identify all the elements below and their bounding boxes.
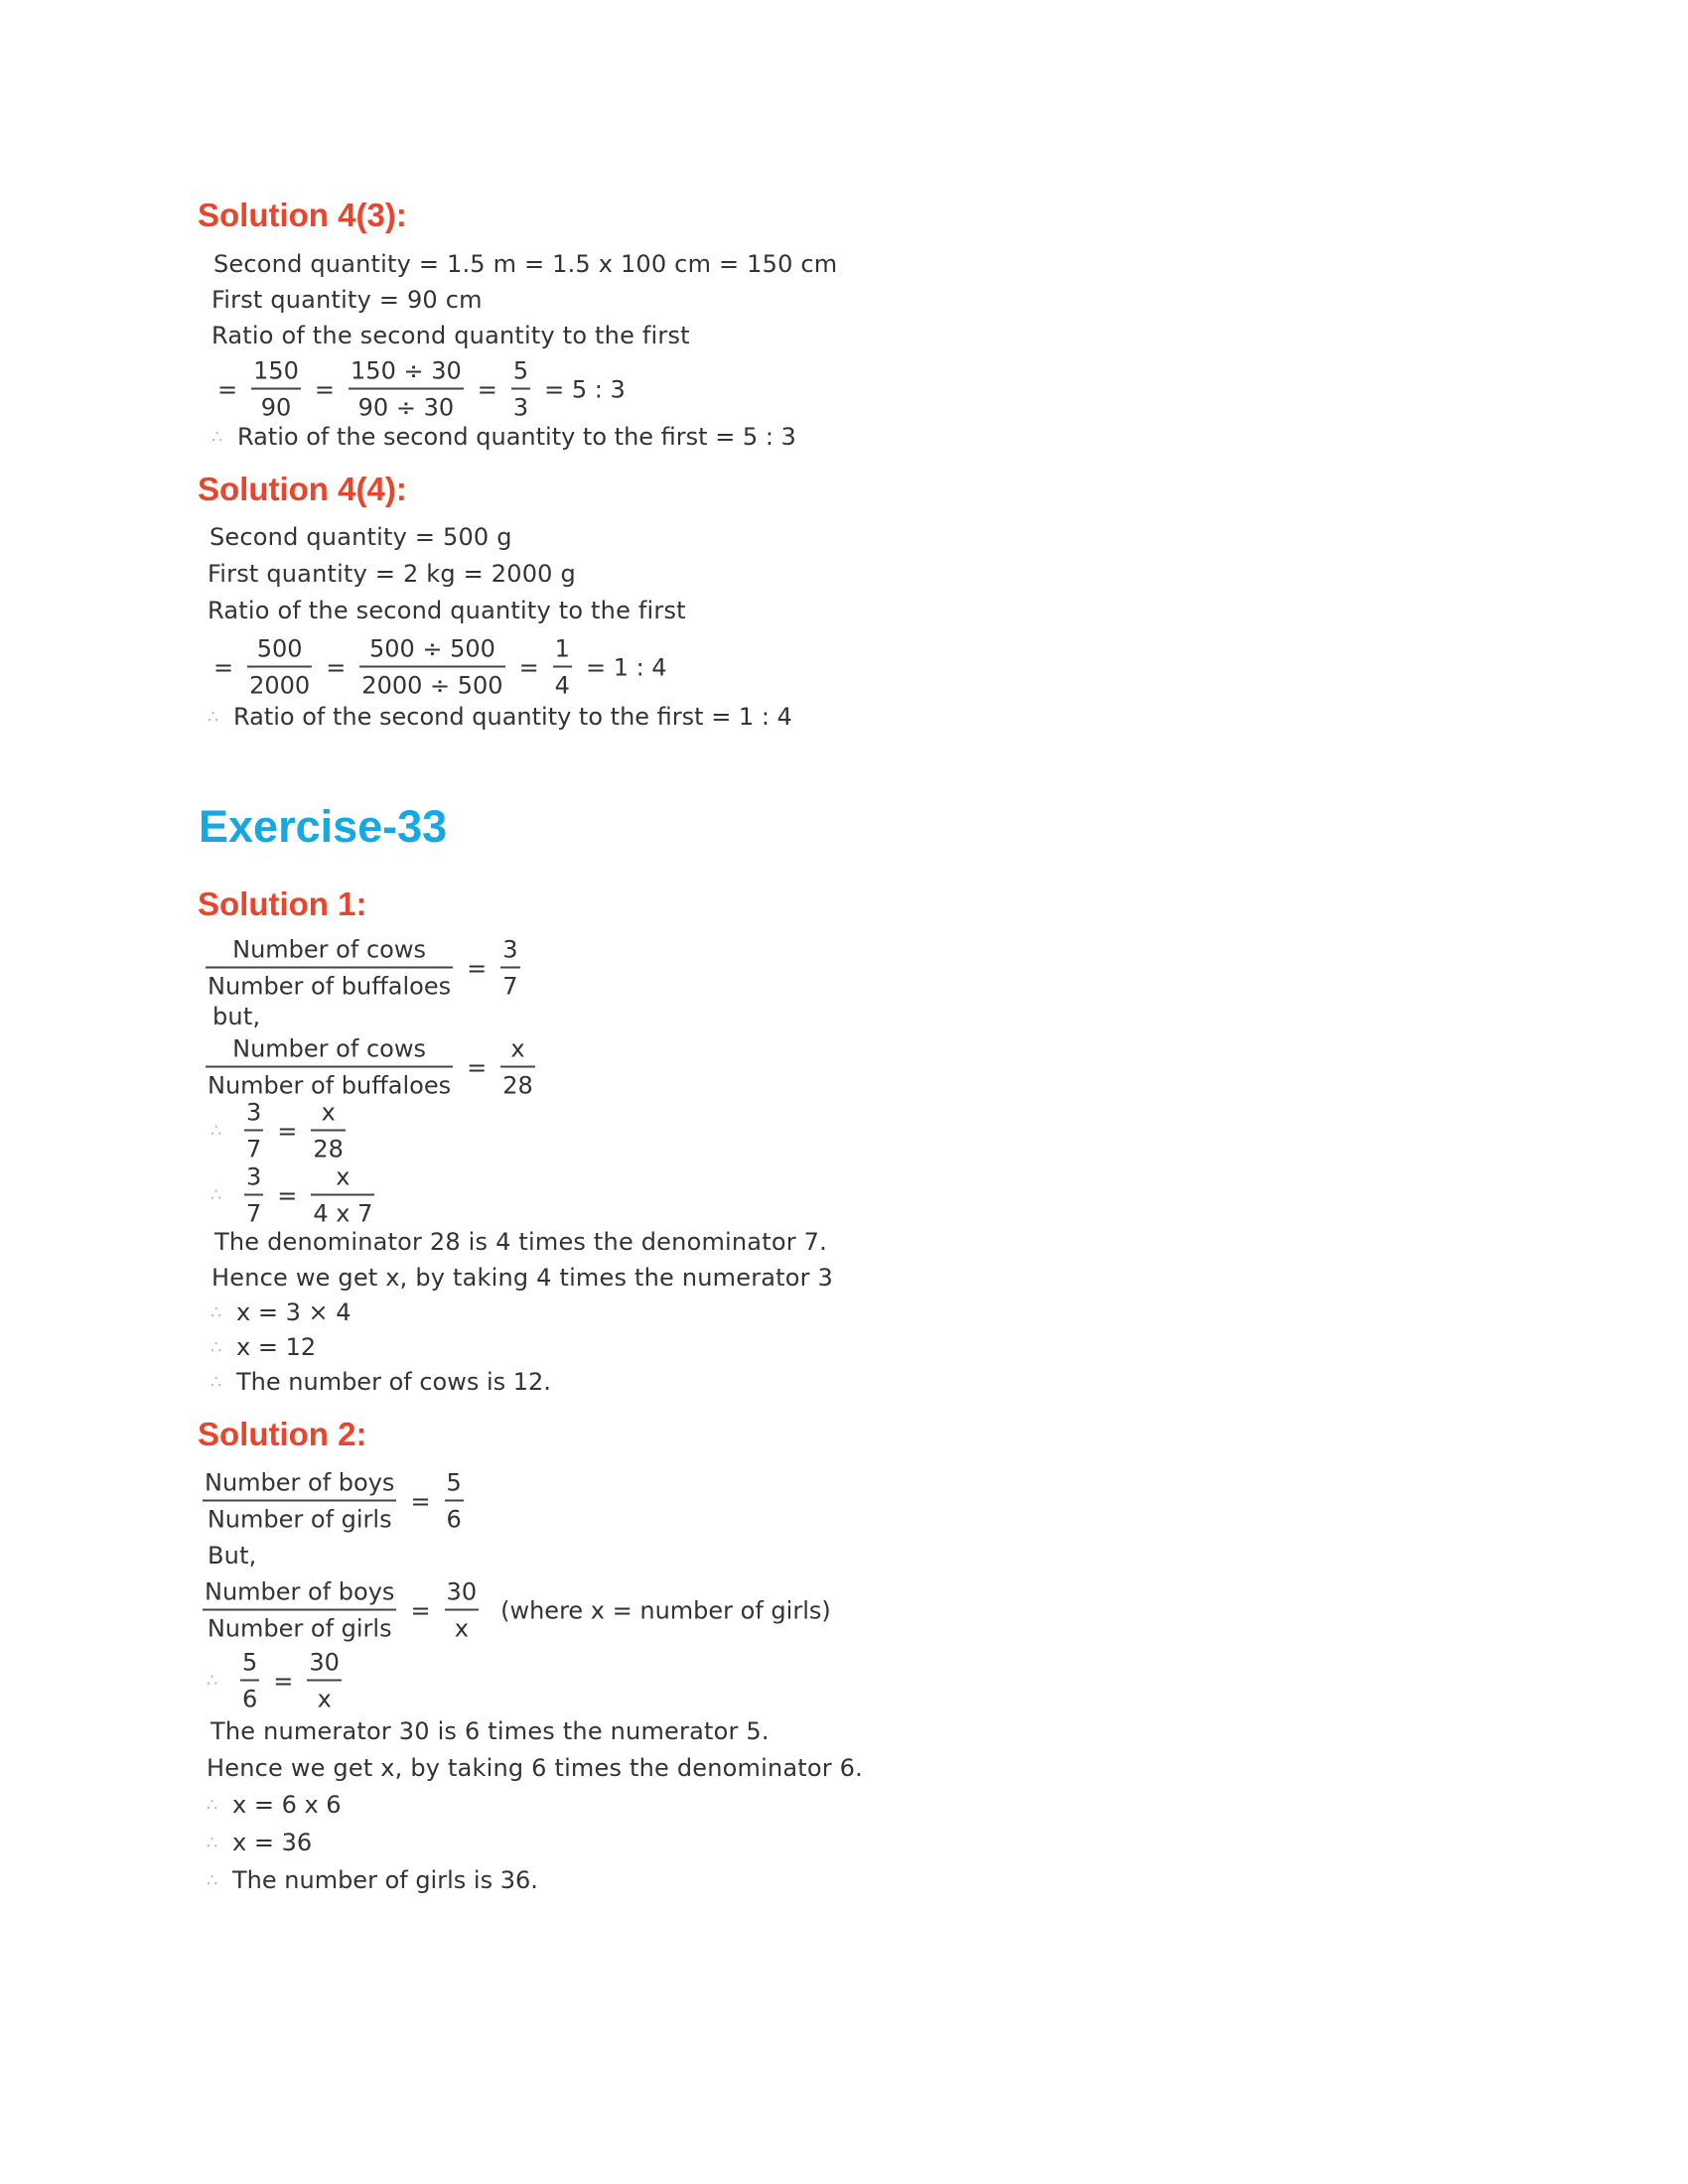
solution-1-heading: Solution 1: [198, 886, 367, 922]
sol1-equation-1 [206, 935, 528, 1002]
sol2-equation-3 [207, 1648, 350, 1714]
step-text: x = 6 x 6 [232, 1791, 342, 1819]
sol43-conclusion [211, 423, 796, 451]
numerator: 1 [554, 634, 570, 663]
numerator: 150 [253, 356, 299, 385]
numerator: Number of boys [205, 1468, 395, 1497]
denominator: 2000 [247, 666, 312, 701]
fraction [500, 1034, 535, 1101]
sol1-step-1 [211, 1298, 351, 1326]
denominator: Number of buffaloes [206, 1066, 453, 1101]
fraction [311, 1098, 346, 1164]
conclusion-text: Ratio of the second quantity to the first = 1 : 4 [233, 703, 792, 731]
sol1-equation-4 [211, 1162, 382, 1229]
therefore-icon: ∴ [207, 1794, 218, 1816]
sol1-step-2 [211, 1333, 316, 1361]
sol1-but: but, [212, 1003, 261, 1030]
numerator: 30 [446, 1577, 478, 1606]
sol2-step-1 [207, 1791, 342, 1819]
numerator: 3 [246, 1098, 262, 1127]
sol1-equation-3 [211, 1098, 353, 1164]
numerator: 5 [242, 1648, 258, 1677]
numerator: 5 [512, 356, 529, 385]
sol2-explanation-2: Hence we get x, by taking 6 times the denominator 6. [207, 1754, 863, 1782]
sol2-equation-1 [203, 1468, 472, 1535]
sol2-equation-2 [203, 1577, 831, 1644]
fraction [311, 1162, 374, 1229]
numerator: 150 ÷ 30 [351, 356, 462, 385]
equals-sign: = [410, 1487, 431, 1515]
fraction [244, 1162, 263, 1229]
numerator: 5 [446, 1468, 462, 1497]
numerator: Number of cows [232, 935, 426, 964]
denominator: x [445, 1609, 480, 1644]
exercise-heading: Exercise-33 [199, 801, 448, 852]
step-text: x = 12 [236, 1333, 317, 1361]
fraction [511, 356, 530, 423]
equals-sign: = [273, 1667, 294, 1695]
fraction [553, 634, 572, 701]
equals-sign: = [277, 1117, 298, 1145]
sol44-second-quantity: Second quantity = 500 g [210, 523, 512, 551]
equals-sign: = [467, 954, 488, 982]
sol2-conclusion [207, 1866, 538, 1894]
denominator: 7 [244, 1194, 263, 1229]
therefore-icon: ∴ [211, 1120, 222, 1142]
denominator: 28 [311, 1130, 346, 1164]
sol2-explanation-1: The numerator 30 is 6 times the numerator 5. [211, 1717, 770, 1745]
where-note: (where x = number of girls) [500, 1596, 831, 1624]
numerator: 500 [256, 634, 303, 663]
numerator: Number of boys [205, 1577, 395, 1606]
sol44-first-quantity: First quantity = 2 kg = 2000 g [208, 560, 576, 588]
denominator: 90 ÷ 30 [349, 388, 464, 423]
denominator: 3 [511, 388, 530, 423]
equals-sign: = [477, 375, 497, 403]
ratio-result: = 1 : 4 [585, 653, 667, 681]
sol43-ratio-label: Ratio of the second quantity to the first [211, 322, 690, 349]
sol44-ratio-label: Ratio of the second quantity to the first [208, 597, 686, 624]
denominator: Number of buffaloes [206, 967, 453, 1002]
solution-4-4-heading: Solution 4(4): [198, 471, 407, 507]
ratio-result: = 5 : 3 [544, 375, 626, 403]
denominator: 90 [251, 388, 301, 423]
numerator: x [321, 1098, 336, 1127]
sol43-ratio-equation [211, 356, 632, 423]
step-text: x = 3 × 4 [236, 1298, 352, 1326]
numerator: 30 [309, 1648, 340, 1677]
fraction [251, 356, 301, 423]
equals-sign: = [467, 1053, 488, 1081]
fraction [240, 1648, 259, 1714]
denominator: 6 [240, 1680, 259, 1714]
numerator: x [510, 1034, 525, 1063]
sol2-step-2 [207, 1829, 312, 1856]
fraction [359, 634, 504, 701]
solution-4-3-heading: Solution 4(3): [198, 197, 407, 233]
denominator: 6 [445, 1500, 464, 1535]
equals-sign: = [217, 375, 238, 403]
sol43-first-quantity: First quantity = 90 cm [211, 286, 483, 314]
therefore-icon: ∴ [207, 1869, 218, 1891]
sol44-conclusion [208, 703, 792, 731]
denominator: 7 [500, 967, 519, 1002]
equals-sign: = [518, 653, 539, 681]
numerator: Number of cows [232, 1034, 426, 1063]
numerator: x [336, 1162, 351, 1191]
fraction [445, 1468, 464, 1535]
conclusion-text: The number of cows is 12. [236, 1368, 551, 1396]
fraction [206, 935, 453, 1002]
sol1-conclusion [211, 1368, 551, 1396]
equals-sign: = [314, 375, 336, 403]
therefore-icon: ∴ [211, 1371, 222, 1393]
equals-sign: = [326, 653, 347, 681]
solution-2-heading: Solution 2: [198, 1416, 367, 1452]
fraction [445, 1577, 480, 1644]
therefore-icon: ∴ [211, 1184, 222, 1206]
sol1-equation-2 [206, 1034, 543, 1101]
fraction [247, 634, 312, 701]
therefore-icon: ∴ [207, 1832, 218, 1853]
numerator: 500 ÷ 500 [368, 634, 495, 663]
therefore-icon: ∴ [211, 1301, 222, 1323]
equals-sign: = [277, 1181, 298, 1209]
denominator: Number of girls [203, 1500, 396, 1535]
fraction [206, 1034, 453, 1101]
therefore-icon: ∴ [211, 1336, 222, 1358]
sol2-but: But, [208, 1542, 257, 1570]
conclusion-text: Ratio of the second quantity to the first = 5 : 3 [237, 423, 796, 451]
sol43-second-quantity: Second quantity = 1.5 m = 1.5 x 100 cm = 150 cm [213, 250, 838, 278]
fraction [244, 1098, 263, 1164]
denominator: 28 [500, 1066, 535, 1101]
fraction [500, 935, 519, 1002]
therefore-icon: ∴ [207, 1670, 218, 1692]
denominator: 4 x 7 [311, 1194, 374, 1229]
sol1-explanation-2: Hence we get x, by taking 4 times the numerator 3 [211, 1264, 834, 1292]
denominator: Number of girls [203, 1609, 396, 1644]
therefore-icon: ∴ [208, 706, 219, 728]
denominator: 2000 ÷ 500 [359, 666, 504, 701]
equals-sign: = [213, 653, 234, 681]
numerator: 3 [502, 935, 518, 964]
fraction [203, 1468, 396, 1535]
fraction [349, 356, 464, 423]
denominator: 4 [553, 666, 572, 701]
conclusion-text: The number of girls is 36. [232, 1866, 538, 1894]
fraction [203, 1577, 396, 1644]
sol1-explanation-1: The denominator 28 is 4 times the denominator 7. [214, 1228, 827, 1256]
fraction [307, 1648, 342, 1714]
denominator: 7 [244, 1130, 263, 1164]
step-text: x = 36 [232, 1829, 313, 1856]
numerator: 3 [246, 1162, 262, 1191]
denominator: x [307, 1680, 342, 1714]
therefore-icon: ∴ [211, 426, 223, 448]
sol44-ratio-equation [208, 634, 673, 701]
equals-sign: = [410, 1596, 431, 1624]
